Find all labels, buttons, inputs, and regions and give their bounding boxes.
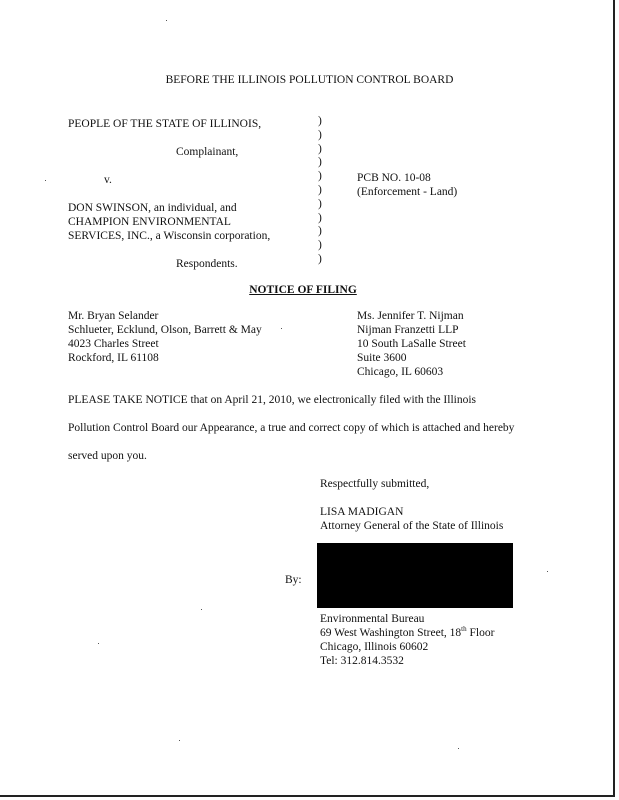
caption-paren-column (318, 115, 328, 267)
body-line: served upon you. (68, 450, 147, 462)
caption-paren: ) (318, 128, 322, 141)
address-line: Suite 3600 (357, 352, 407, 364)
scan-speck (166, 20, 167, 21)
address-block-right (357, 309, 466, 379)
notice-body (68, 393, 514, 477)
address-line: Chicago, IL 60603 (357, 366, 444, 378)
caption-paren: ) (318, 239, 322, 252)
address-line: Rockford, IL 61108 (68, 352, 159, 364)
office-street: 69 West Washington Street, 18th Floor (320, 625, 495, 639)
versus-label: v. (104, 174, 112, 186)
caption-paren: ) (318, 197, 322, 210)
body-line: PLEASE TAKE NOTICE that on April 21, 2010, we electronically filed with the Illinois (68, 394, 477, 406)
caption-paren: ) (318, 183, 322, 196)
address-line: 10 South LaSalle Street (357, 338, 466, 350)
defendant-role: Respondents. (176, 258, 238, 270)
scan-speck (98, 643, 99, 644)
defendant-line: SERVICES, INC., a Wisconsin corporation, (68, 230, 271, 242)
document-title: BEFORE THE ILLINOIS POLLUTION CONTROL BOARD (165, 74, 454, 86)
caption-paren: ) (318, 211, 322, 224)
defendant-line: DON SWINSON, an individual, and (68, 202, 237, 214)
address-line: Nijman Franzetti LLP (357, 324, 459, 336)
case-type: (Enforcement - Land) (357, 186, 458, 198)
bureau: Environmental Bureau (320, 613, 425, 625)
plaintiff-role: Complainant, (176, 146, 239, 158)
signer-title: Attorney General of the State of Illinois (320, 520, 504, 532)
caption-paren: ) (318, 156, 322, 169)
caption-paren: ) (318, 252, 322, 265)
redaction-box (317, 543, 513, 608)
caption-paren: ) (318, 115, 322, 127)
scan-speck (547, 571, 548, 572)
caption-paren: ) (318, 170, 322, 183)
signature-block (320, 477, 503, 533)
case-caption (68, 117, 270, 271)
signer-name: LISA MADIGAN (320, 506, 404, 518)
address-line: 4023 Charles Street (68, 338, 159, 350)
scan-speck (45, 180, 46, 181)
case-number: PCB NO. 10-08 (357, 172, 431, 184)
closing: Respectfully submitted, (320, 478, 430, 490)
address-block-left (68, 309, 262, 365)
plaintiff-name: PEOPLE OF THE STATE OF ILLINOIS, (68, 118, 262, 130)
notice-heading: NOTICE OF FILING (249, 284, 357, 296)
address-line: Ms. Jennifer T. Nijman (357, 310, 464, 322)
office-telephone: Tel: 312.814.3532 (320, 655, 404, 667)
address-line: Mr. Bryan Selander (68, 310, 159, 322)
scan-speck (281, 328, 282, 329)
office-address (320, 612, 494, 668)
caption-paren: ) (318, 142, 322, 155)
scan-speck (179, 740, 180, 741)
defendant-line: CHAMPION ENVIRONMENTAL (68, 216, 231, 228)
by-label: By: (285, 574, 302, 586)
case-info (357, 171, 457, 199)
scan-speck (201, 609, 202, 610)
caption-paren: ) (318, 225, 322, 238)
scan-speck (458, 748, 459, 749)
address-line: Schlueter, Ecklund, Olson, Barrett & May (68, 324, 262, 336)
body-line: Pollution Control Board our Appearance, a true and correct copy of which is attached and hereby (68, 422, 515, 434)
office-city: Chicago, Illinois 60602 (320, 641, 429, 653)
